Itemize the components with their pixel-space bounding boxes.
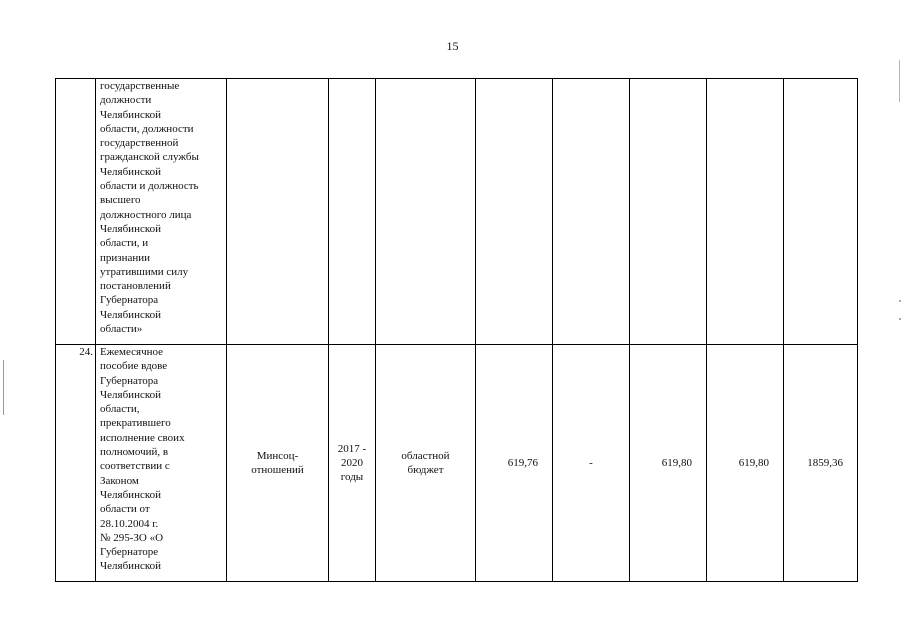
name-line: соответствии с: [100, 460, 170, 473]
amount-cell: [630, 79, 707, 345]
source-line: бюджет: [407, 464, 444, 476]
table-row: [56, 79, 858, 345]
name-line: утратившими силу: [100, 265, 189, 278]
funding-source-cell: [376, 79, 476, 345]
amount-cell: 619,80: [630, 345, 707, 582]
name-line: должности: [100, 94, 152, 107]
name-line: высшего: [100, 194, 141, 207]
name-line: Челябинской: [100, 388, 162, 401]
name-line: государственные: [100, 80, 180, 92]
name-line: государственной: [100, 137, 179, 150]
funding-source-cell: [376, 345, 476, 582]
period-cell: [329, 345, 376, 582]
amount-cell: 619,76: [476, 345, 553, 582]
scan-margin-line: [3, 360, 4, 415]
name-line: области, и: [100, 237, 149, 250]
name-line: Челябинской: [100, 108, 162, 121]
name-line: гражданской службы: [100, 151, 199, 164]
page-number: 15: [446, 39, 459, 53]
total-cell: [784, 79, 858, 345]
name-line: Челябинской: [100, 222, 162, 235]
scan-artifact: [899, 318, 901, 320]
executor-line: Минсоц-: [256, 449, 299, 462]
row-number-cell: [56, 79, 96, 345]
total-cell: 1859,36: [784, 345, 858, 582]
table-row: [56, 345, 858, 582]
amount-cell: [707, 79, 784, 345]
executor-cell: [227, 345, 329, 582]
name-line: 28.10.2004 г.: [100, 517, 159, 530]
name-line: Челябинской: [100, 488, 162, 501]
source-line: областной: [401, 449, 450, 462]
name-line: исполнение своих: [100, 431, 185, 444]
executor-line: отношений: [251, 464, 304, 476]
name-line: прекратившего: [100, 417, 171, 430]
scan-artifact: [899, 300, 901, 302]
name-line: Губернаторе: [100, 546, 159, 559]
executor-cell: [227, 79, 329, 345]
period-line: 2020: [341, 456, 363, 469]
name-line: области»: [100, 323, 143, 336]
name-line: пособие вдове: [100, 360, 168, 373]
name-line: области,: [100, 403, 140, 416]
name-line: Ежемесячное: [100, 346, 164, 358]
period-cell: [329, 79, 376, 345]
name-line: Челябинской: [100, 308, 162, 321]
name-line: постановлений: [100, 280, 171, 293]
amount-cell: [476, 79, 553, 345]
name-line: Челябинской: [100, 560, 162, 573]
name-line: полномочий, в: [100, 446, 169, 459]
name-line: Губернатора: [100, 374, 159, 387]
name-line: области от: [100, 503, 150, 516]
name-line: области и должность: [100, 180, 199, 193]
name-line: Законом: [100, 474, 139, 487]
measure-name-cell: [96, 345, 227, 582]
amount-cell: 619,80: [707, 345, 784, 582]
period-line: 2017 -: [337, 442, 367, 455]
name-line: № 295-ЗО «О: [100, 531, 164, 544]
scan-margin-line: [899, 60, 900, 102]
name-line: области, должности: [100, 122, 194, 135]
period-line: годы: [340, 471, 364, 484]
row-number-cell: 24.: [56, 345, 96, 582]
name-line: Губернатора: [100, 294, 159, 307]
amount-cell: [553, 79, 630, 345]
name-line: признании: [100, 251, 151, 264]
name-line: должностного лица: [100, 208, 192, 221]
amount-cell: -: [553, 345, 630, 582]
program-table: [55, 78, 858, 582]
measure-name-cell: [96, 79, 227, 345]
name-line: Челябинской: [100, 165, 162, 178]
